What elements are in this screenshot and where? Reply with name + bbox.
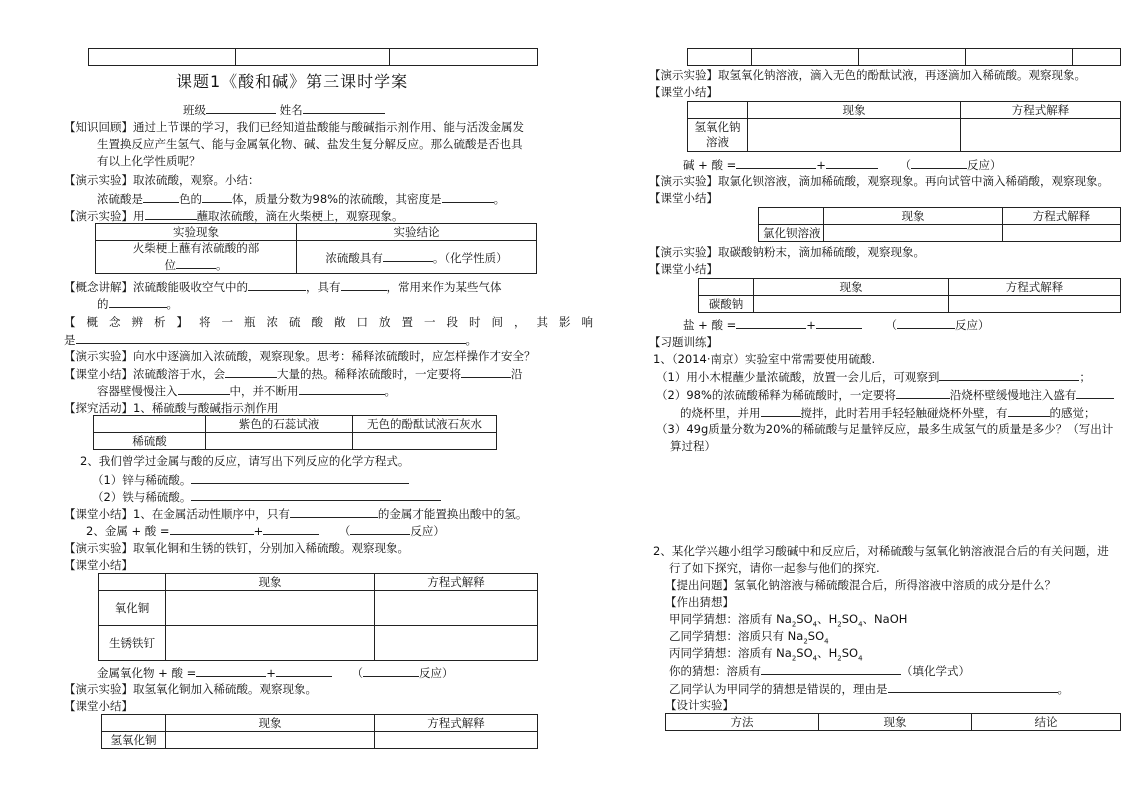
header-cell [390,49,538,66]
guess-tag: 【作出猜想】 [665,595,734,609]
header-cell [236,49,390,66]
summary-1b: 容器壁慢慢注入 中，并不断用 。 [97,384,396,398]
concept-2: 的 。 [97,297,178,311]
header-cell [966,49,1073,66]
table-header: 方程式解释 [375,715,538,732]
table-2 [93,415,497,450]
table-cell: 稀硫酸 [94,433,206,450]
demo-4: 【演示实验】取氧化铜和生锈的铁钉，分别加入稀硫酸。观察现象。 [64,541,409,555]
table-4 [101,714,538,749]
guess-jia: 甲同学猜想：溶质有 $Na_2SO_4$、$H_2SO_4$、NaOH [669,612,908,629]
q1-2: （2）98%的浓硫酸稀释为稀硫酸时，一定要将 沿烧杯壁缓慢地注入盛有 [656,386,1114,403]
concept: 【概念讲解】浓硫酸能吸收空气中的 ，具有 ，常用来作为某些气体 [64,280,502,294]
question: 【提出问题】氢氧化钠溶液与稀硫酸混合后，所得溶液中溶质的成分是什么？ [665,578,1056,592]
table-header: 现象 [748,102,961,119]
oxide-acid-line: 金属氧化物 + 酸 = + （ 反应） [97,666,454,680]
header-cell [89,49,236,66]
q1: 1、（2014·南京）实验室中常需要使用硫酸. [653,352,876,366]
demo-2: 【演示实验】用 蘸取浓硫酸，滴在火柴梗上，观察现象。 [64,209,404,223]
fe-line: （2）铁与稀硫酸。 [92,488,441,505]
header-cell [688,49,752,66]
table-header: 紫色的石蕊试液 [206,416,353,433]
table-cell: 氢氧化钠 溶液 [688,119,748,152]
guess-bing: 丙同学猜想：溶质有 $Na_2SO_4$、$H_2SO_4$ [669,646,863,663]
table-header: 现象 [754,279,949,296]
table-1 [95,223,537,274]
table-header: 无色的酚酞试液石灰水 [353,416,497,433]
review-line-3: 有以上化学性质呢？ [97,154,201,168]
metal-question: 2、我们曾学过金属与酸的反应，请写出下列反应的化学方程式。 [80,454,410,468]
right-header-table [687,48,1121,66]
q1-3b: 算过程） [670,439,716,453]
table-6 [758,207,1121,242]
q2-b: 行了如下探究，请你一起参与他们的探究. [669,561,880,575]
guess-yi: 乙同学猜想：溶质只有 $Na_2SO_4$ [669,629,829,646]
h2so4-line: 浓硫酸是 色的 体，质量分数为98%的浓硫酸，其密度是 。 [97,192,506,206]
table-header: 现象 [166,715,375,732]
exercise: 【习题训练】 [649,335,718,349]
table-header [759,208,824,225]
salt-acid-line: 盐 + 酸 = + （ 反应） [683,318,990,332]
header-cell [859,49,966,66]
table-header [688,102,748,119]
table-cell: 氯化钡溶液 [759,225,824,242]
table-header: 实验现象 [96,224,297,241]
table-header: 结论 [972,714,1121,731]
table-cell: 氢氧化铜 [102,732,166,749]
explore: 【探究活动】1、稀硫酸与酸碱指示剂作用 [64,401,279,415]
table-header: 现象 [819,714,972,731]
table-8 [665,713,1121,731]
base-acid-line: 碱 + 酸 = + （ 反应） [683,158,1002,172]
metal-acid-line: 2、金属 + 酸 = + （ 反应） [86,524,445,538]
table-header: 方程式解释 [961,102,1121,119]
table-cell: 氧化铜 [99,591,166,626]
review-line-2: 生置换反应产生氢气、能与金属氧化物、碱、盐发生复分解反应。那么硫酸是否也具 [97,137,523,151]
demo-8: 【演示实验】取碳酸钠粉末，滴加稀硫酸，观察现象。 [649,245,925,259]
page-title: 课题1《酸和碱》第三课时学案 [176,72,409,91]
your-guess: 你的猜想：溶质有 （填化学式） [669,664,970,678]
demo-1: 【演示实验】取浓硫酸，观察。小结： [64,173,260,187]
left-header-table [88,48,538,66]
table-cell: 火柴梗上蘸有浓硫酸的部 位 。 [96,241,297,274]
table-header [699,279,754,296]
table-header: 方程式解释 [375,574,538,591]
table-header [94,416,206,433]
q2-a: 2、某化学兴趣小组学习酸碱中和反应后，对稀硫酸与氢氧化钠溶液混合后的有关问题，进 [653,544,1109,558]
table-cell: 碳酸钠 [699,296,754,313]
summary-3: 【课堂小结】 [64,558,133,572]
table-header: 实验结论 [297,224,537,241]
table-3 [98,573,538,661]
table-7 [698,278,1121,313]
class-label: 班级 [183,103,206,117]
summary-5: 【课堂小结】 [649,85,718,99]
header-cell [752,49,859,66]
demo-5: 【演示实验】取氢氧化铜加入稀硫酸。观察现象。 [64,682,317,696]
design: 【设计实验】 [665,698,734,712]
discern-2: 是 。 [64,333,477,347]
table-cell: 生锈铁钉 [99,626,166,661]
table-header: 方法 [666,714,819,731]
summary-1: 【课堂小结】浓硫酸溶于水，会 大量的热。稀释浓硫酸时，一定要将 沿 [64,367,523,381]
review-line-1: 【知识回顾】通过上节课的学习，我们已经知道盐酸能与酸碱指示剂作用、能与活泼金属发 [64,120,524,134]
discern: 【概念辨析】将一瓶浓硫酸敞口放置一段时间，其影响 [64,315,604,329]
table-header: 现象 [166,574,375,591]
q1-2b: 的烧杯里，并用 搅拌，此时若用手轻轻触碰烧杯外壁，有 的感觉； [680,406,1096,420]
class-name-line [183,101,385,118]
table-header: 方程式解释 [949,279,1121,296]
table-header [99,574,166,591]
summary-2: 【课堂小结】1、在金属活动性顺序中，只有 的金属才能置换出酸中的氢。 [64,507,528,521]
zn-line: （1）锌与稀硫酸。 [92,471,409,488]
table-header [102,715,166,732]
summary-6: 【课堂小结】 [649,191,718,205]
demo-3: 【演示实验】向水中逐滴加入浓硫酸，观察现象。思考：稀释浓硫酸时，应怎样操作才安全？ [64,349,536,363]
table-cell: 浓硫酸具有 。（化学性质） [297,241,537,274]
table-5 [687,101,1121,152]
table-header: 方程式解释 [1003,208,1121,225]
header-cell [1073,49,1121,66]
q1-3: （3）49g质量分数为20%的稀硫酸与足量锌反应，最多生成氢气的质量是多少？（写出计 [656,422,1114,436]
table-header: 现象 [824,208,1003,225]
demo-6: 【演示实验】取氢氧化钠溶液，滴入无色的酚酞试液，再逐滴加入稀硫酸。观察现象。 [649,68,1086,82]
name-label: 姓名 [279,103,303,117]
yi-wrong: 乙同学认为甲同学的猜想是错误的，理由是 。 [669,682,1069,696]
demo-7: 【演示实验】取氯化钡溶液，滴加稀硫酸，观察现象。再向试管中滴入稀硝酸，观察现象。 [649,174,1109,188]
q1-1: （1）用小木棍蘸少量浓硫酸，放置一会儿后，可观察到 ； [656,370,1091,384]
summary-7: 【课堂小结】 [649,262,718,276]
summary-4: 【课堂小结】 [64,699,133,713]
